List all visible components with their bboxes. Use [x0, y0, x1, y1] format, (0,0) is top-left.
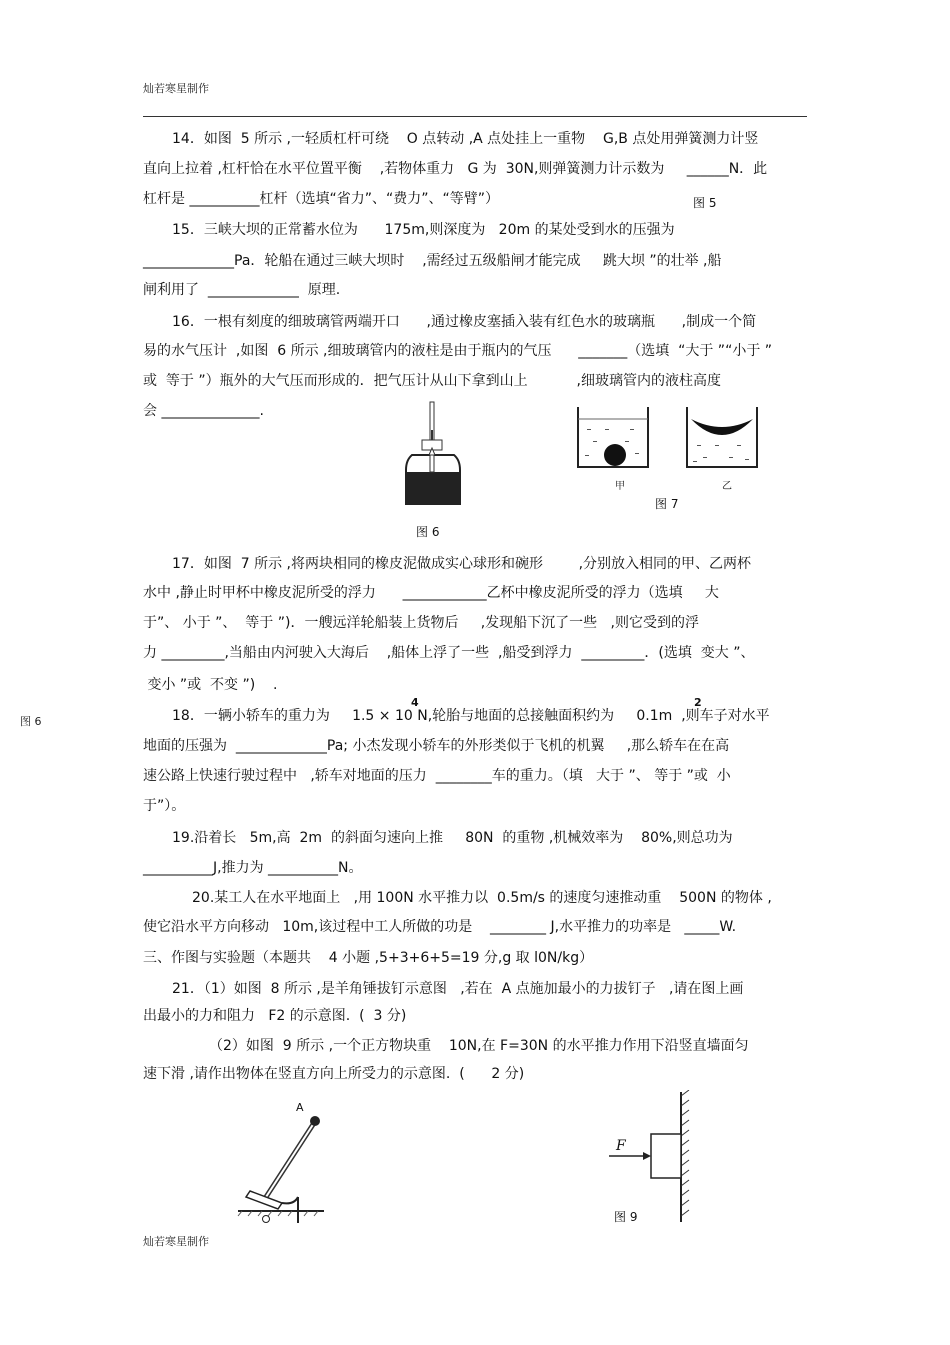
q19-line-1: 19.沿着长 5m,高 2m 的斜面匀速向上推 80N 的重物 ,机械效率为 80%,则总功为 — [172, 830, 733, 846]
q16-line-2: 易的水气压计 ,如图 6 所示 ,细玻璃管内的液柱是由于瓶内的气压 _______（选填 “大于 ”“小于 ” — [143, 343, 773, 359]
cup-jia — [578, 407, 648, 467]
header-text: 灿若寒星制作 — [143, 82, 209, 95]
q16-line-1: 16．一根有刻度的细玻璃管两端开口 ,通过橡皮塞插入装有红色水的玻璃瓶 ,制成一个简 — [172, 314, 757, 330]
section-3-heading: 三、作图与实验题（本题共 4 小题 ,5+3+6+5=19 分,g 取 l0N/kg） — [143, 950, 594, 966]
q14-line-1: 14．如图 5 所示 ,一轻质杠杆可绕 O 点转动 ,A 点处挂上一重物 G,B 点处用弹簧测力计竖 — [172, 131, 759, 147]
q14-line-3: 杠杆是 __________杠杆（选填“省力”、“费力”、“等臂”） — [143, 191, 499, 207]
q21-line-1: 21．（1）如图 8 所示 ,是羊角锤拔钉示意图 ,若在 A 点施加最小的力拔钉子 ,请在图上画 — [172, 981, 744, 997]
q15-line-2: _____________Pa．轮船在通过三峡大坝时 ,需经过五级船闸才能完成 跳大坝 ”的壮举 ,船 — [143, 253, 722, 269]
figure-6-caption: 图 6 — [416, 525, 440, 539]
q19-line-2: __________J,推力为 __________N。 — [143, 860, 363, 876]
figure-7-caption: 图 7 — [655, 497, 679, 511]
figure-5-caption: 图 5 — [693, 196, 717, 210]
q17-line-3: 于”、 小于 ”、 等于 ”)．一艘远洋轮船装上货物后 ,发现船下沉了一些 ,则它受到的浮 — [143, 615, 699, 631]
q18-line-2: 地面的压强为 _____________Pa; 小杰发现小轿车的外形类似于飞机的机翼 ,那么轿车在在高 — [143, 738, 730, 754]
figure-9-block-wall — [605, 1090, 695, 1225]
q18-line-4: 于”）。 — [143, 798, 186, 814]
footer-text: 灿若寒星制作 — [143, 1235, 209, 1248]
q17-line-1: 17．如图 7 所示 ,将两块相同的橡皮泥做成实心球形和碗形 ,分别放入相同的甲、乙两杯 — [172, 556, 752, 572]
q16-line-3: 或 等于 ”）瓶外的大气压而形成的．把气压计从山下拿到山上 ,细玻璃管内的液柱高度 — [143, 373, 722, 389]
figure-8-claw-hammer — [232, 1095, 332, 1225]
q17-line-4: 力 _________,当船由内河驶入大海后 ,船体上浮了一些 ,船受到浮力 _________．(选填 变大 ”、 — [143, 645, 755, 661]
figure-7-label-jia: 甲 — [615, 481, 625, 492]
figure-9-caption: 图 9 — [614, 1210, 638, 1224]
q21-line-2: 出最小的力和阻力 F2 的示意图. ( 3 分) — [143, 1008, 407, 1024]
figure-7-label-yi: 乙 — [722, 481, 732, 492]
cup-yi — [687, 407, 757, 467]
figure-9-force-label: F — [616, 1138, 626, 1154]
q18-line-1: 18．一辆小轿车的重力为 1.5 × 10 N,轮胎与地面的总接触面积约为 0.1m ,则车子对水平 — [172, 708, 770, 724]
q20-line-1: 20.某工人在水平地面上 ,用 100N 水平推力以 0.5m/s 的速度匀速推动重 500N 的物体 , — [192, 890, 772, 906]
header-rule — [143, 116, 807, 117]
figure-6-barometer — [398, 400, 468, 510]
figure-7-cups — [575, 405, 760, 495]
q20-line-2: 使它沿水平方向移动 10m,该过程中工人所做的功是 ________ J,水平推力的功率是 _____W. — [143, 919, 737, 935]
margin-figure-label: 图 6 — [20, 715, 42, 728]
superscript-2: 2 — [694, 696, 702, 709]
superscript-4: 4 — [411, 696, 419, 709]
q14-line-2: 直向上拉着 ,杠杆恰在水平位置平衡 ,若物体重力 G 为 30N,则弹簧测力计示数为 ______N．此 — [143, 161, 768, 177]
figure-8-point-A: A — [296, 1101, 304, 1114]
q17-line-2: 水中 ,静止时甲杯中橡皮泥所受的浮力 ____________乙杯中橡皮泥所受的浮力（选填 大 — [143, 585, 719, 601]
q21-part2-line-1: （2）如图 9 所示 ,一个正方物块重 10N,在 F=30N 的水平推力作用下沿竖直墙面匀 — [209, 1038, 749, 1054]
q16-line-4: 会 ______________. — [143, 403, 264, 419]
q15-line-1: 15．三峡大坝的正常蓄水位为 175m,则深度为 20m 的某处受到水的压强为 — [172, 222, 675, 238]
q21-part2-line-2: 速下滑 ,请作出物体在竖直方向上所受力的示意图. ( 2 分) — [143, 1066, 525, 1082]
q18-line-3: 速公路上快速行驶过程中 ,轿车对地面的压力 ________车的重力。（填 大于 ”、 等于 ”或 小 — [143, 768, 731, 784]
q15-line-3: 闸利用了 _____________ 原理. — [143, 282, 341, 298]
q17-line-5: 变小 ”或 不变 ”) . — [143, 677, 278, 693]
